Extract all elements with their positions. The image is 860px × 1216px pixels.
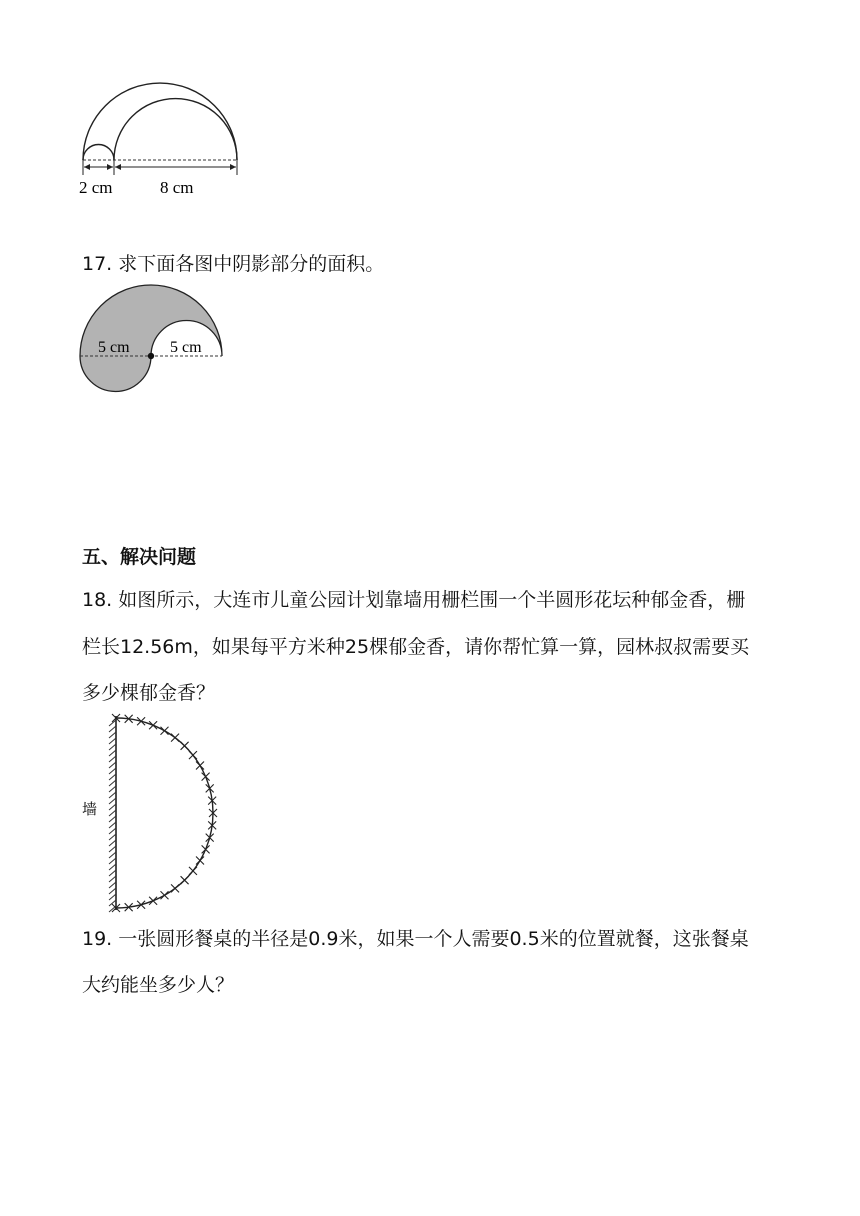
hatch-stroke — [109, 894, 116, 900]
hatch-stroke — [109, 792, 116, 798]
arrow-small-right — [107, 164, 113, 170]
label-5cm-right: 5 cm — [170, 339, 202, 356]
hatch-stroke — [109, 768, 116, 774]
hatch-stroke — [109, 786, 116, 792]
hatch-stroke — [109, 864, 116, 870]
section-title: 五、解决问题 — [82, 546, 197, 568]
hatch-stroke — [109, 888, 116, 894]
hatch-stroke — [109, 726, 116, 732]
hatch-stroke — [109, 798, 116, 804]
arrow-large-left — [115, 164, 121, 170]
hatch-stroke — [109, 876, 116, 882]
arrow-large-right — [230, 164, 236, 170]
question-18-line-3: 多少棵郁金香？ — [82, 682, 216, 704]
hatch-stroke — [109, 750, 116, 756]
figure-shaded-region — [76, 282, 231, 397]
label-8cm: 8 cm — [160, 178, 194, 197]
hatch-stroke — [109, 774, 116, 780]
hatch-stroke — [109, 882, 116, 888]
wall-hatching — [109, 720, 116, 912]
hatch-stroke — [109, 852, 116, 858]
large-outer-semicircle — [83, 83, 237, 160]
figure-two-semicircles — [76, 76, 246, 201]
wall-label: 墙 — [82, 800, 98, 818]
hatch-stroke — [109, 804, 116, 810]
question-17: 17. 求下面各图中阴影部分的面积。 — [82, 253, 385, 275]
fence-marks — [112, 714, 217, 912]
medium-semicircle — [114, 99, 237, 160]
label-5cm-left: 5 cm — [98, 339, 130, 356]
hatch-stroke — [109, 840, 116, 846]
hatch-stroke — [109, 870, 116, 876]
hatch-stroke — [109, 762, 116, 768]
hatch-stroke — [109, 858, 116, 864]
hatch-stroke — [109, 810, 116, 816]
question-19-line-2: 大约能坐多少人？ — [82, 974, 235, 996]
hatch-stroke — [109, 834, 116, 840]
center-dot — [148, 353, 154, 359]
hatch-stroke — [109, 828, 116, 834]
hatch-stroke — [109, 744, 116, 750]
hatch-stroke — [109, 822, 116, 828]
fence-semicircle — [116, 718, 213, 908]
hatch-stroke — [109, 780, 116, 786]
question-18-line-2: 栏长12.56m，如果每平方米种25棵郁金香，请你帮忙算一算，园林叔叔需要买 — [82, 636, 750, 658]
question-18-line-1: 18. 如图所示，大连市儿童公园计划靠墙用栅栏围一个半圆形花坛种郁金香，栅 — [82, 589, 746, 611]
question-19-line-1: 19. 一张圆形餐桌的半径是0.9米，如果一个人需要0.5米的位置就餐，这张餐桌 — [82, 928, 749, 950]
figure-flower-bed — [78, 708, 228, 918]
hatch-stroke — [109, 738, 116, 744]
hatch-stroke — [109, 732, 116, 738]
small-semicircle — [83, 145, 114, 161]
hatch-stroke — [109, 846, 116, 852]
label-2cm: 2 cm — [79, 178, 113, 197]
arrow-small-left — [84, 164, 90, 170]
hatch-stroke — [109, 756, 116, 762]
hatch-stroke — [109, 816, 116, 822]
